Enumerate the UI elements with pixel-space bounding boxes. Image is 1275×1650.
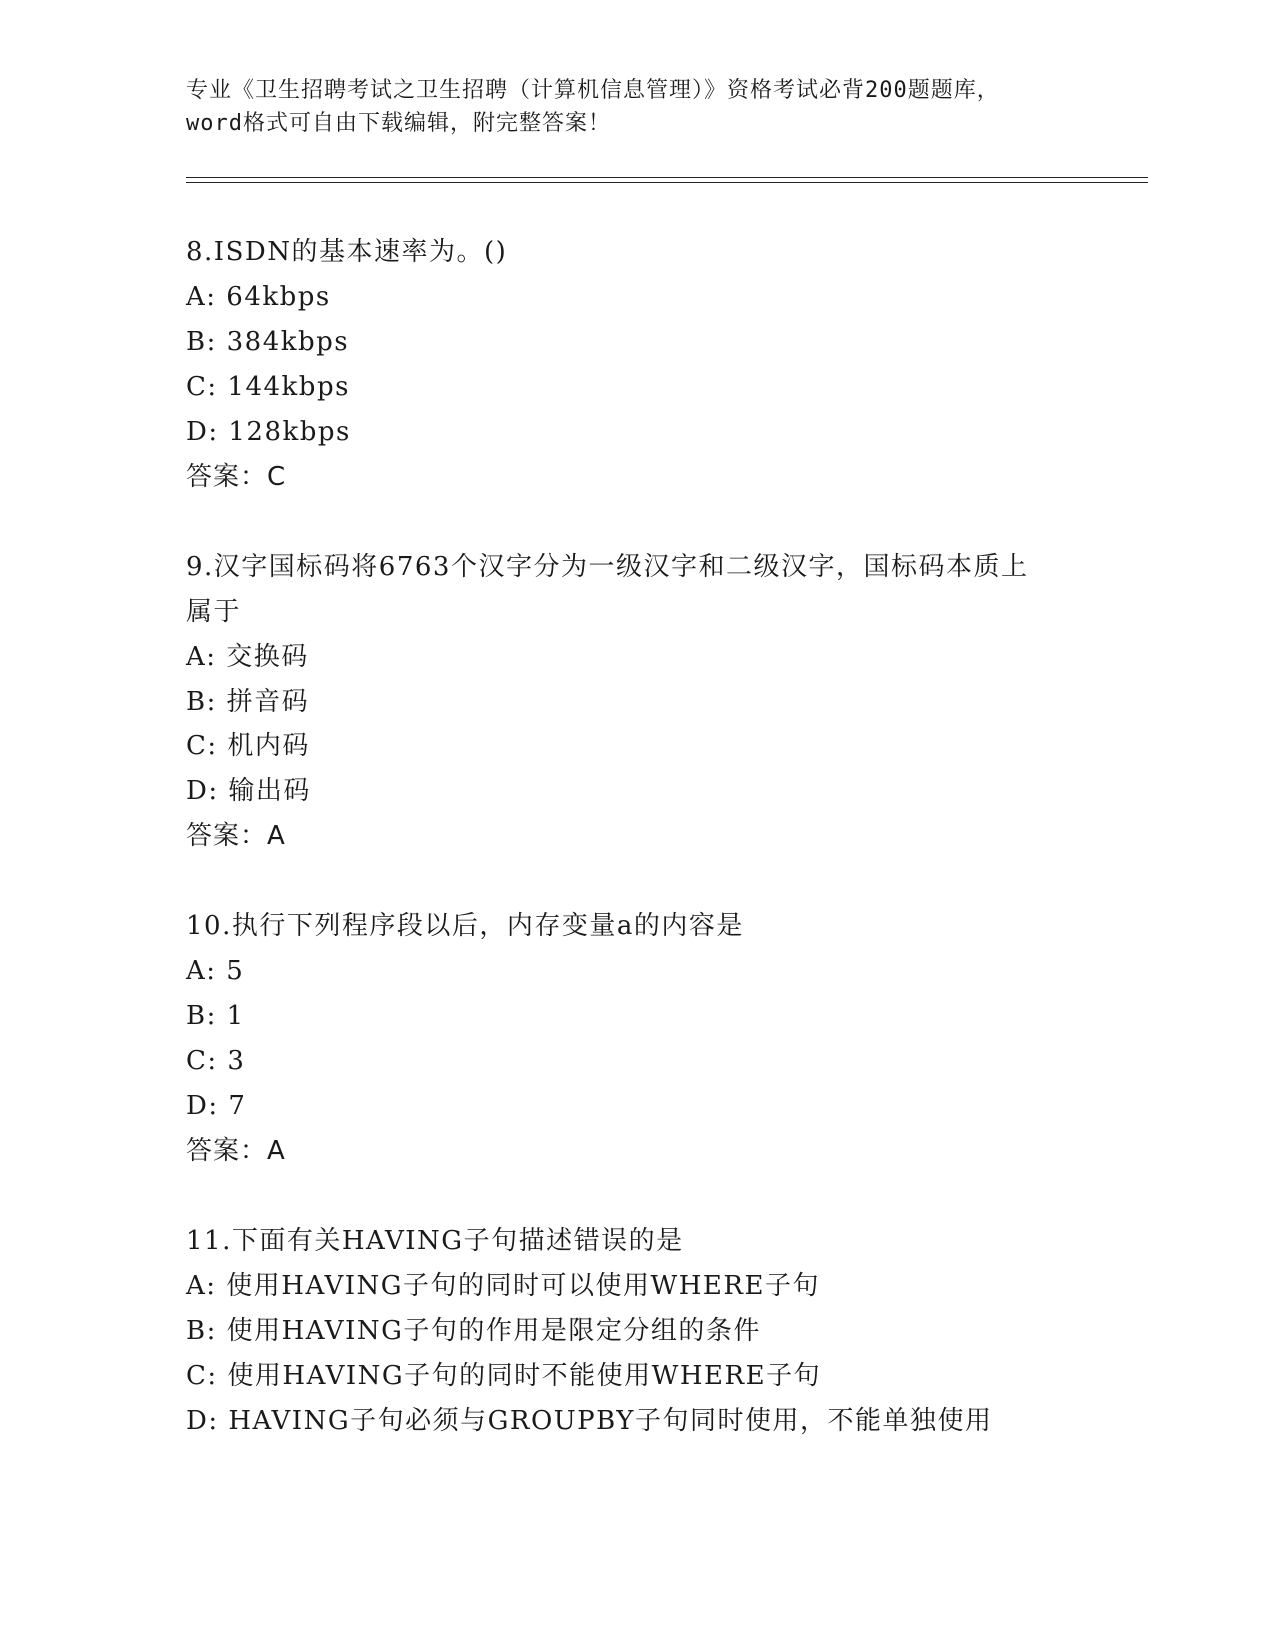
answer: 答案：C xyxy=(186,462,287,492)
option-b: B: 384kbps xyxy=(186,327,350,357)
question-stem-continued: 属于 xyxy=(186,597,242,627)
header-divider-bottom xyxy=(186,182,1148,183)
header-line-2: word格式可自由下载编辑，附完整答案！ xyxy=(186,111,611,136)
option-c: C: 机内码 xyxy=(186,731,310,761)
option-a: A: 使用HAVING子句的同时可以使用WHERE子句 xyxy=(186,1271,820,1301)
option-d: D: 128kbps xyxy=(186,417,351,447)
option-a: A: 交换码 xyxy=(186,642,309,672)
header-divider-top xyxy=(186,177,1148,178)
question-stem: 8.ISDN的基本速率为。() xyxy=(186,237,508,267)
answer: 答案：A xyxy=(186,821,286,851)
document-header xyxy=(186,74,1086,140)
option-c: C: 3 xyxy=(186,1046,246,1076)
option-d: D: HAVING子句必须与GROUPBY子句同时使用，不能单独使用 xyxy=(186,1406,993,1436)
option-c: C: 使用HAVING子句的同时不能使用WHERE子句 xyxy=(186,1361,822,1391)
option-c: C: 144kbps xyxy=(186,372,350,402)
option-b: B: 拼音码 xyxy=(186,687,310,717)
question-stem: 11.下面有关HAVING子句描述错误的是 xyxy=(186,1226,684,1256)
option-d: D: 7 xyxy=(186,1091,247,1121)
answer: 答案：A xyxy=(186,1136,286,1166)
question-stem: 9.汉字国标码将6763个汉字分为一级汉字和二级汉字，国标码本质上 xyxy=(186,552,1029,582)
option-b: B: 1 xyxy=(186,1001,245,1031)
option-b: B: 使用HAVING子句的作用是限定分组的条件 xyxy=(186,1316,761,1346)
question-stem: 10.执行下列程序段以后，内存变量a的内容是 xyxy=(186,911,744,941)
header-line-1: 专业《卫生招聘考试之卫生招聘（计算机信息管理）》资格考试必背200题题库， xyxy=(186,78,1000,103)
option-d: D: 输出码 xyxy=(186,776,311,806)
option-a: A: 64kbps xyxy=(186,282,331,312)
option-a: A: 5 xyxy=(186,956,245,986)
